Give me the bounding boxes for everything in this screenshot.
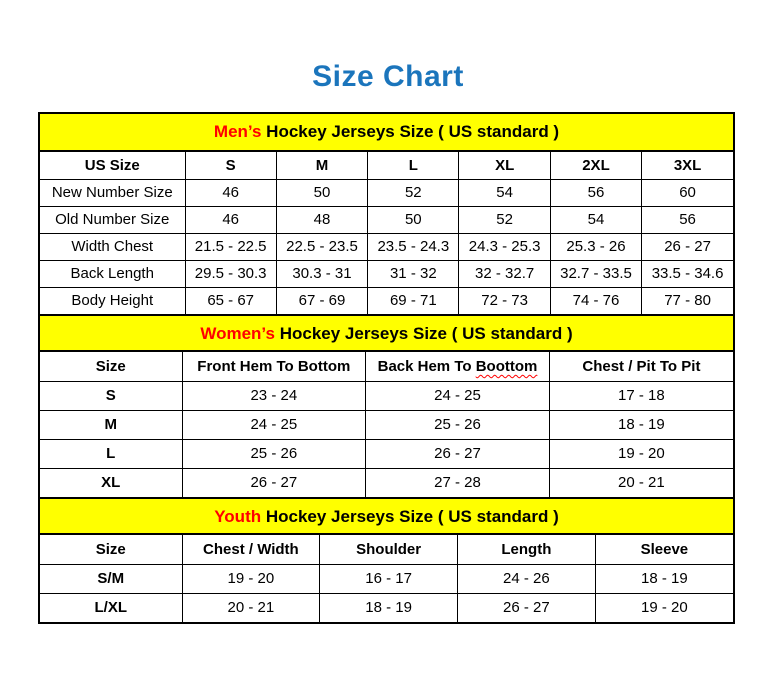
mens-banner-highlight: Men’s (213, 122, 262, 141)
table-row (40, 593, 733, 622)
column-header: 3XL (642, 152, 733, 179)
table-cell: 18 - 19 (320, 593, 458, 622)
table-cell: 30.3 - 31 (276, 260, 367, 287)
column-header: L (368, 152, 459, 179)
table-cell: 54 (550, 206, 641, 233)
column-header: Size (40, 352, 182, 381)
column-header: Length (458, 535, 596, 564)
womens-banner-text: Hockey Jerseys Size ( US standard ) (274, 324, 573, 343)
row-label: New Number Size (40, 179, 185, 206)
table-cell: 26 - 27 (182, 468, 366, 497)
row-label: Back Length (40, 260, 185, 287)
table-cell: 26 - 27 (642, 233, 733, 260)
column-header: Shoulder (320, 535, 458, 564)
column-header: Back Hem To Boottom (366, 352, 550, 381)
table-cell: 69 - 71 (368, 287, 459, 314)
table-cell: 22.5 - 23.5 (276, 233, 367, 260)
womens-section-banner (40, 314, 733, 352)
table-cell: 18 - 19 (595, 564, 733, 593)
table-cell: 31 - 32 (368, 260, 459, 287)
size-chart-table (38, 112, 735, 624)
womens-size-table (40, 352, 733, 497)
row-label: M (40, 410, 182, 439)
table-cell: 29.5 - 30.3 (185, 260, 276, 287)
table-cell: 33.5 - 34.6 (642, 260, 733, 287)
table-cell: 52 (459, 206, 550, 233)
column-header: Sleeve (595, 535, 733, 564)
table-row (40, 206, 733, 233)
youth-banner-highlight: Youth (214, 507, 262, 526)
row-label: S/M (40, 564, 182, 593)
table-cell: 50 (276, 179, 367, 206)
table-cell: 27 - 28 (366, 468, 550, 497)
table-cell: 16 - 17 (320, 564, 458, 593)
column-header: S (185, 152, 276, 179)
row-label: S (40, 381, 182, 410)
table-cell: 32.7 - 33.5 (550, 260, 641, 287)
table-cell: 24 - 25 (182, 410, 366, 439)
table-row (40, 439, 733, 468)
mens-size-table (40, 152, 733, 314)
row-label: L/XL (40, 593, 182, 622)
row-label: Old Number Size (40, 206, 185, 233)
table-cell: 56 (550, 179, 641, 206)
table-cell: 56 (642, 206, 733, 233)
table-cell: 20 - 21 (182, 593, 320, 622)
column-header: Size (40, 535, 182, 564)
table-cell: 48 (276, 206, 367, 233)
table-cell: 19 - 20 (549, 439, 733, 468)
table-row (40, 287, 733, 314)
table-row (40, 564, 733, 593)
table-row (40, 179, 733, 206)
table-cell: 18 - 19 (549, 410, 733, 439)
row-label: L (40, 439, 182, 468)
youth-size-table (40, 535, 733, 622)
table-cell: 32 - 32.7 (459, 260, 550, 287)
table-header-row (40, 535, 733, 564)
table-cell: 19 - 20 (182, 564, 320, 593)
table-cell: 21.5 - 22.5 (185, 233, 276, 260)
table-cell: 46 (185, 179, 276, 206)
table-cell: 25 - 26 (182, 439, 366, 468)
table-cell: 26 - 27 (366, 439, 550, 468)
table-row (40, 381, 733, 410)
table-row (40, 410, 733, 439)
table-cell: 17 - 18 (549, 381, 733, 410)
table-cell: 77 - 80 (642, 287, 733, 314)
misspelled-word: Boottom (475, 357, 538, 375)
table-cell: 19 - 20 (595, 593, 733, 622)
table-row (40, 468, 733, 497)
mens-section-banner (40, 114, 733, 152)
row-label: XL (40, 468, 182, 497)
column-header: 2XL (550, 152, 641, 179)
table-cell: 24 - 25 (366, 381, 550, 410)
table-cell: 54 (459, 179, 550, 206)
column-header: Front Hem To Bottom (182, 352, 366, 381)
table-cell: 25.3 - 26 (550, 233, 641, 260)
table-header-row (40, 352, 733, 381)
table-cell: 23.5 - 24.3 (368, 233, 459, 260)
column-header: M (276, 152, 367, 179)
table-cell: 24 - 26 (458, 564, 596, 593)
table-cell: 26 - 27 (458, 593, 596, 622)
table-cell: 46 (185, 206, 276, 233)
page-title: Size Chart (312, 60, 464, 93)
youth-section-banner (40, 497, 733, 535)
row-label: Body Height (40, 287, 185, 314)
table-row (40, 260, 733, 287)
column-header: Chest / Pit To Pit (549, 352, 733, 381)
table-cell: 52 (368, 179, 459, 206)
table-cell: 60 (642, 179, 733, 206)
table-header-row (40, 152, 733, 179)
column-header: XL (459, 152, 550, 179)
youth-banner-text: Hockey Jerseys Size ( US standard ) (261, 507, 559, 526)
table-cell: 67 - 69 (276, 287, 367, 314)
table-cell: 65 - 67 (185, 287, 276, 314)
table-cell: 23 - 24 (182, 381, 366, 410)
column-header: US Size (40, 152, 185, 179)
womens-banner-highlight: Women’s (200, 324, 275, 343)
row-label: Width Chest (40, 233, 185, 260)
table-cell: 24.3 - 25.3 (459, 233, 550, 260)
table-cell: 50 (368, 206, 459, 233)
table-cell: 25 - 26 (366, 410, 550, 439)
mens-banner-text: Hockey Jerseys Size ( US standard ) (261, 122, 560, 141)
table-row (40, 233, 733, 260)
table-cell: 72 - 73 (459, 287, 550, 314)
table-cell: 20 - 21 (549, 468, 733, 497)
table-cell: 74 - 76 (550, 287, 641, 314)
column-header: Chest / Width (182, 535, 320, 564)
